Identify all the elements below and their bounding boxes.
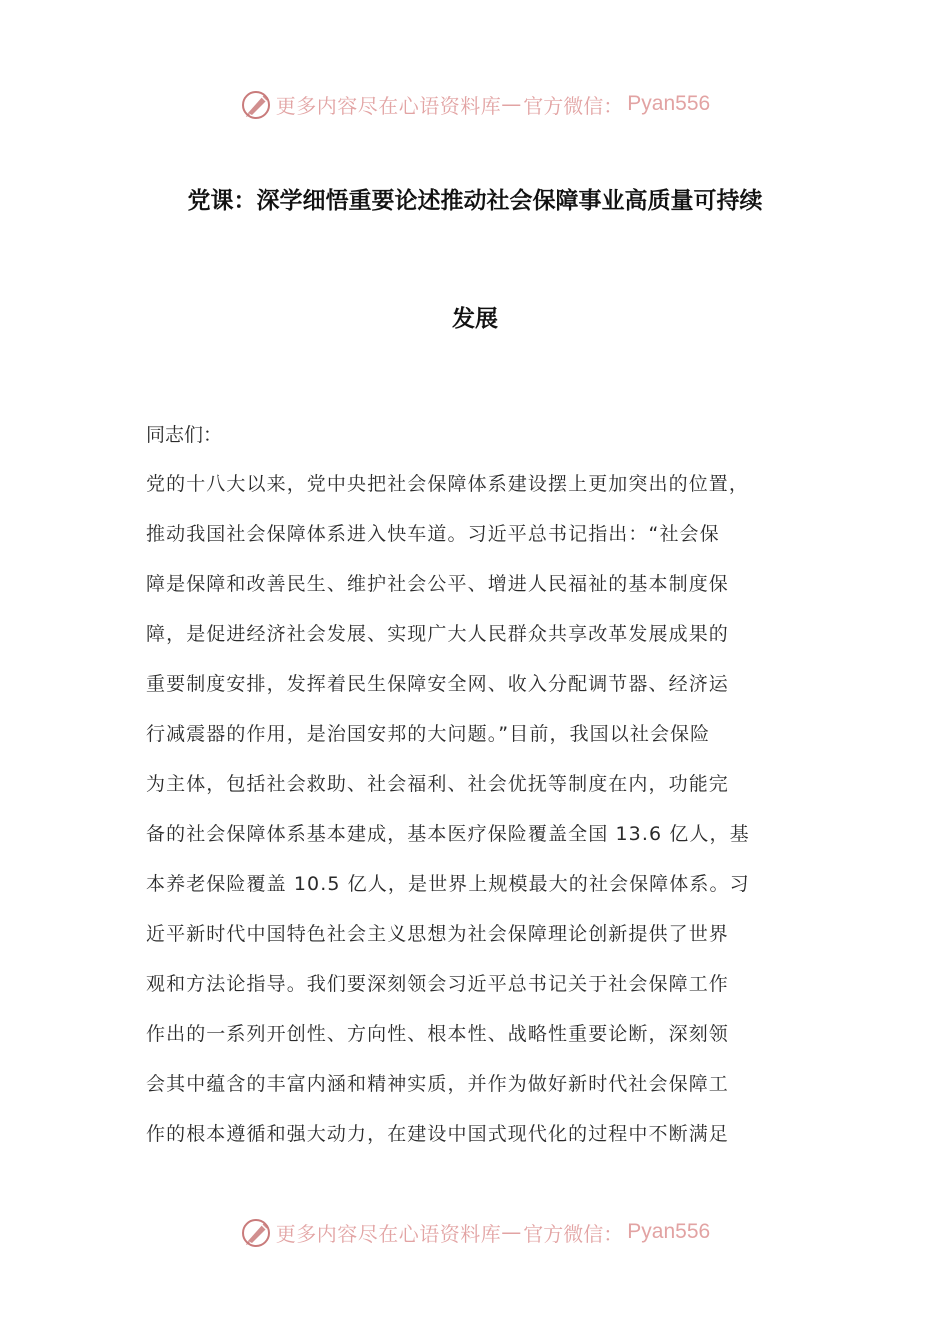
- watermark-separator: —: [501, 1220, 522, 1244]
- body-line: 备的社会保障体系基本建成，基本医疗保险覆盖全国 13.6 亿人，基: [146, 823, 750, 845]
- body-line: 作的根本遵循和强大动力，在建设中国式现代化的过程中不断满足: [146, 1123, 729, 1145]
- body-line: 推动我国社会保障体系进入快车道。习近平总书记指出：“社会保: [146, 523, 720, 545]
- watermark-text: 更多内容尽在心语资料库: [275, 1221, 502, 1246]
- body-line: 本养老保险覆盖 10.5 亿人，是世界上规模最大的社会保障体系。习: [146, 873, 750, 895]
- watermark-wechat-id: Pyan556: [627, 92, 711, 115]
- footer-watermark: [0, 1212, 950, 1252]
- body-line: 近平新时代中国特色社会主义思想为社会保障理论创新提供了世界: [146, 923, 729, 945]
- watermark-text: 更多内容尽在心语资料库: [275, 93, 502, 118]
- pen-nib-logo-icon: [240, 1215, 274, 1249]
- body-line: 为主体，包括社会救助、社会福利、社会优抚等制度在内，功能完: [146, 773, 729, 795]
- body-line: 行减震器的作用，是治国安邦的大问题。”目前，我国以社会保险: [146, 723, 711, 745]
- body-line: 会其中蕴含的丰富内涵和精神实质，并作为做好新时代社会保障工: [146, 1073, 729, 1095]
- body-line: 障，是促进经济社会发展、实现广大人民群众共享改革发展成果的: [146, 623, 729, 645]
- watermark-wechat-id: Pyan556: [627, 1220, 711, 1243]
- watermark-separator: —: [501, 92, 522, 116]
- page-title-line-1: 党课：深学细悟重要论述推动社会保障事业高质量可持续: [187, 187, 763, 214]
- greeting: 同志们：: [146, 424, 223, 446]
- body-line: 观和方法论指导。我们要深刻领会习近平总书记关于社会保障工作: [146, 973, 729, 995]
- body-line: 障是保障和改善民生、维护社会公平、增进人民福祉的基本制度保: [146, 573, 729, 595]
- body-line: 作出的一系列开创性、方向性、根本性、战略性重要论断，深刻领: [146, 1023, 729, 1045]
- body-line: 党的十八大以来，党中央把社会保障体系建设摆上更加突出的位置，: [146, 473, 750, 495]
- body-line: 重要制度安排，发挥着民生保障安全网、收入分配调节器、经济运: [146, 673, 729, 695]
- watermark-wechat-label: 官方微信：: [523, 1221, 624, 1246]
- page-title-line-2: 发展: [452, 305, 498, 332]
- watermark-wechat-label: 官方微信：: [523, 93, 624, 118]
- body-paragraph: [146, 464, 806, 1164]
- header-watermark: [0, 84, 950, 124]
- pen-nib-logo-icon: [240, 87, 274, 121]
